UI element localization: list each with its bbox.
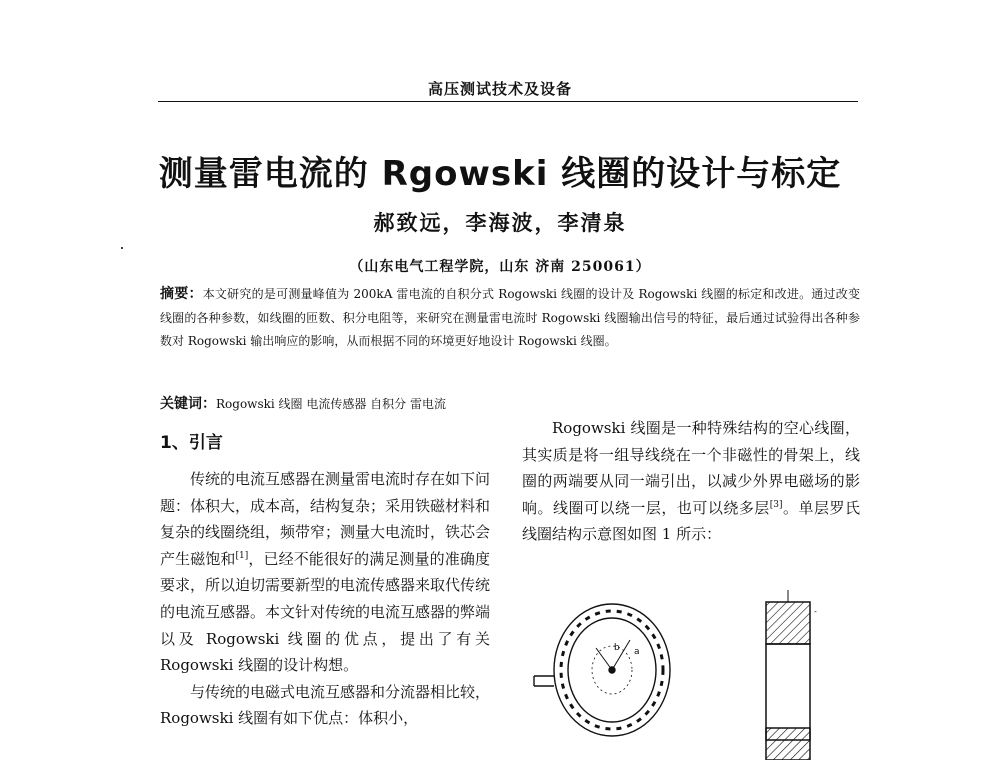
svg-text:b: b <box>614 643 620 653</box>
running-header: 高压测试技术及设备 <box>427 80 572 98</box>
paragraph-text: 传统的电流互感器在测量雷电流时存在如下问题：体积大，成本高，结构复杂；采用铁磁材料和复杂的线圈绕组，频带窄；测量大电流时，铁芯会产生磁饱和 <box>160 470 491 568</box>
header-rule <box>158 101 858 102</box>
paper-title: 测量雷电流的 Rgowski 线圈的设计与标定 <box>158 154 842 194</box>
paragraph: 与传统的电磁式电流互感器和分流器相比较，Rogowski 线圈有如下优点：体积小， <box>160 682 491 728</box>
paragraph <box>522 415 860 548</box>
abstract-label: 摘要： <box>160 286 203 302</box>
right-column <box>522 415 860 548</box>
paragraph-text: Rogowski 线圈是一种特殊结构的空心线圈，其实质是将一组导线绕在一个非磁性的骨架上，线圈的两端要从同一端引出，以减少外界电磁场的影响。线圈可以绕一层，也可以绕多层 <box>522 419 860 517</box>
abstract <box>160 283 860 354</box>
svg-text:-: - <box>814 607 817 616</box>
citation: [1] <box>235 550 249 561</box>
keywords-text: Rogowski 线圈 电流传感器 自积分 雷电流 <box>216 397 446 411</box>
paragraph-text: 。单层罗氏线圈结构示意图如图 1 所示： <box>522 498 860 544</box>
abstract-text: 本文研究的是可测量峰值为 200kA 雷电流的自积分式 Rogowski 线圈的设计及 Rogowski 线圈的标定和改进。通过改变线圈的各种参数，如线圈的匝数、积分电阻等，来研究在测量雷电流时 Rogowski 线圈输出信号的特征，最后通过试验得出各种参数对 Rogowski 输出响应的影响，从而根据不同的环境更好地设计 Rogowski 线圈。 <box>160 287 860 348</box>
paragraph <box>160 466 490 679</box>
svg-text:a: a <box>634 647 640 657</box>
section-heading: 1、引言 <box>160 433 223 453</box>
keywords-label: 关键词： <box>160 396 216 412</box>
citation: [3] <box>769 499 783 510</box>
paragraph-text: ，已经不能很好的满足测量的准确度要求，所以迫切需要新型的电流传感器来取代传统的电流互感器。本文针对传统的电流互感器的弊端以及 Rogowski 线圈的优点，提出了有关 Rogowski 线圈的设计构想。 <box>160 549 491 675</box>
figure-1 <box>530 588 860 760</box>
scan-speck <box>121 247 123 249</box>
left-column <box>160 466 490 732</box>
rogowski-coil-drawing <box>530 588 680 760</box>
keywords <box>160 393 860 413</box>
paper-affiliation: （山东电气工程学院，山东 济南 250061） <box>349 259 651 275</box>
coil-cross-section-drawing <box>758 588 848 760</box>
paper-authors: 郝致远，李海波，李清泉 <box>373 210 627 235</box>
